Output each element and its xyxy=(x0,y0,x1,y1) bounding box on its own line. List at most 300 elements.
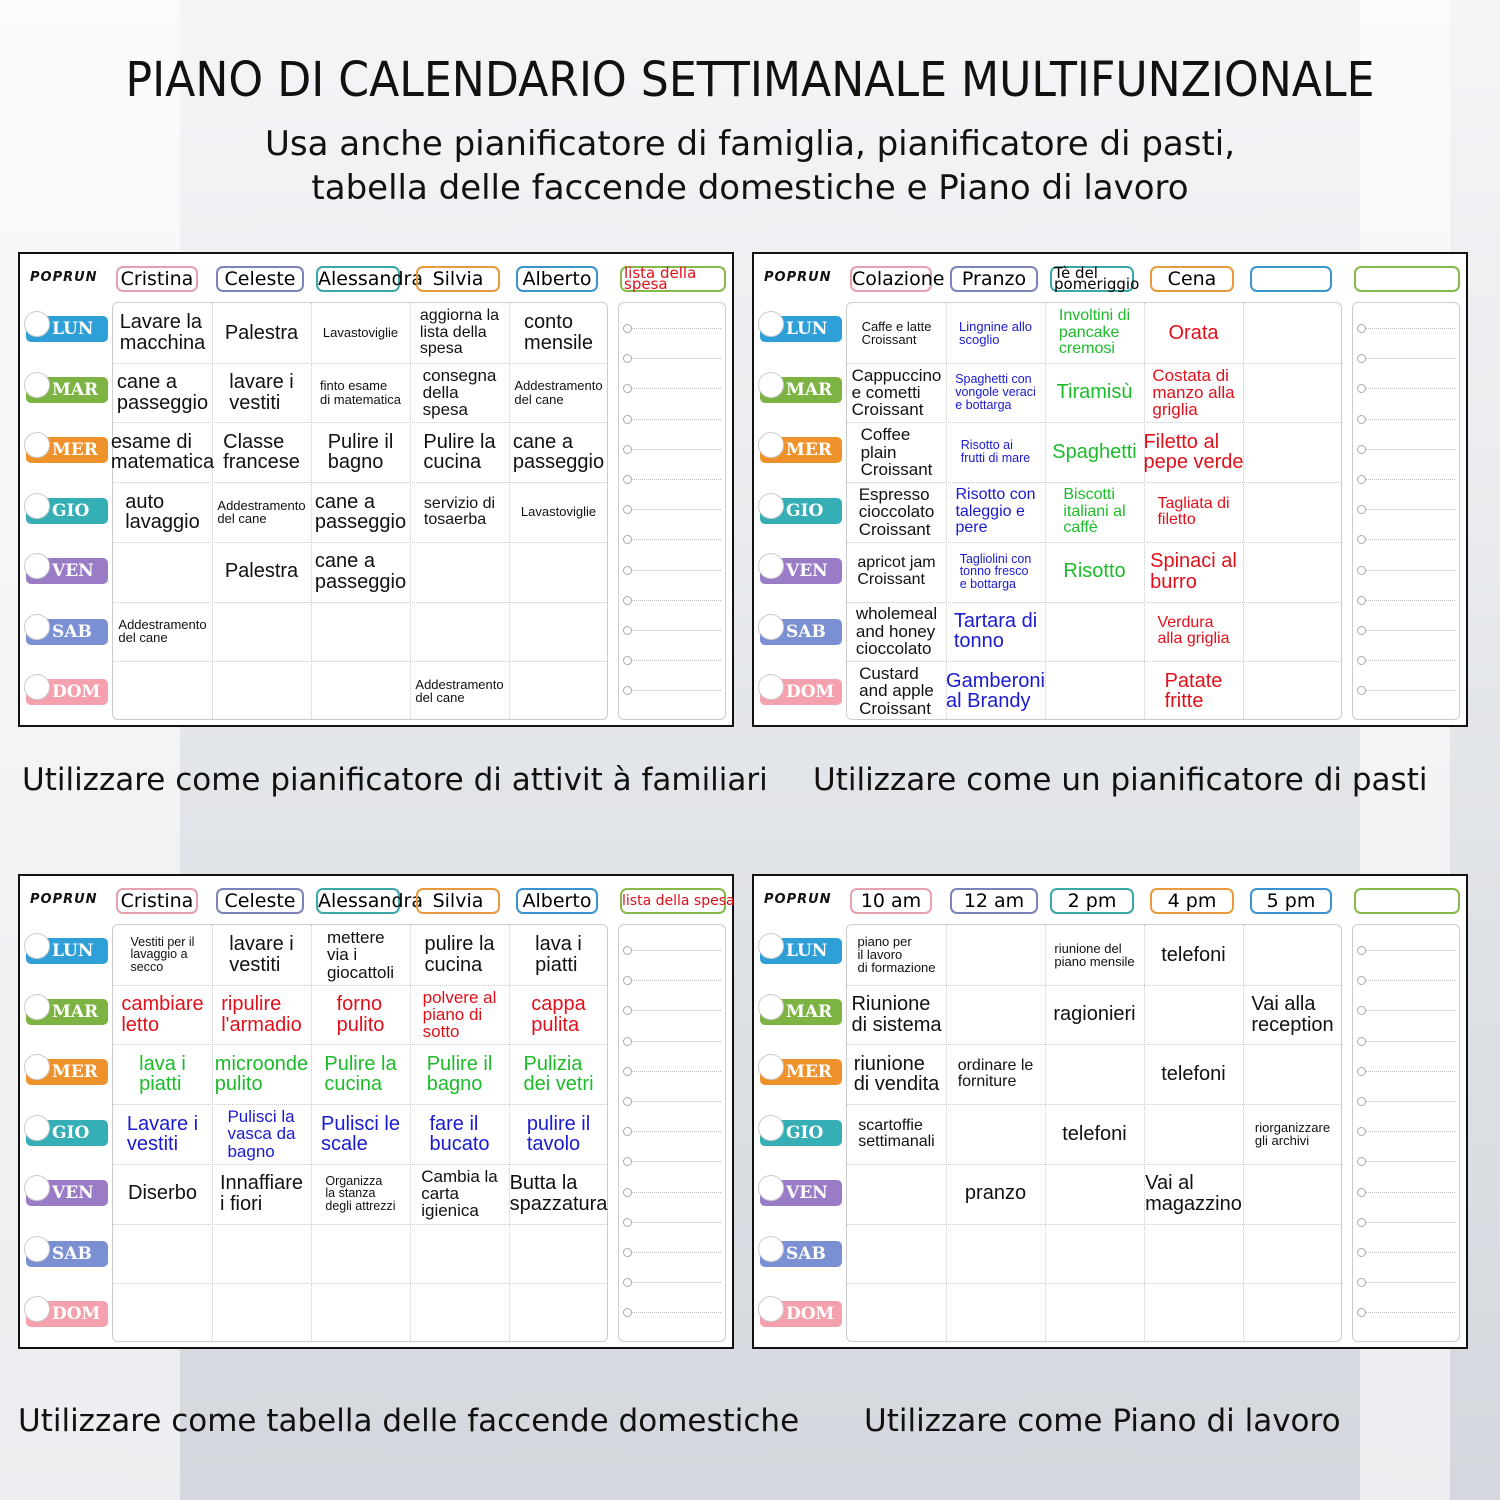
grid-row-divider xyxy=(113,1283,607,1284)
checkbox-circle-icon[interactable] xyxy=(623,1067,632,1076)
note-line[interactable] xyxy=(1357,328,1455,329)
day-knob-icon xyxy=(24,1236,50,1262)
schedule-cell[interactable]: pranzo xyxy=(964,1182,1027,1205)
checkbox-circle-icon[interactable] xyxy=(1357,596,1366,605)
day-label-ven xyxy=(26,558,108,584)
checkbox-circle-icon[interactable] xyxy=(1357,535,1366,544)
day-knob-icon xyxy=(24,493,50,519)
grid-col-divider xyxy=(1144,925,1145,1341)
checkbox-circle-icon[interactable] xyxy=(1357,1067,1366,1076)
schedule-cell[interactable]: Risotto con taleggio e pere xyxy=(955,486,1036,537)
note-line[interactable] xyxy=(1357,660,1455,661)
column-header[interactable]: 12 am xyxy=(950,888,1038,914)
schedule-cell[interactable]: Addestramento del cane xyxy=(217,497,306,526)
schedule-cell[interactable]: cane a passeggio xyxy=(512,430,605,474)
schedule-cell[interactable]: ripulire l'armadio xyxy=(221,993,302,1036)
day-text: GIO xyxy=(52,500,90,521)
checkbox-circle-icon[interactable] xyxy=(1357,1157,1366,1166)
schedule-cell[interactable]: finto esame di matematica xyxy=(320,378,401,407)
note-line[interactable] xyxy=(1357,950,1455,951)
schedule-cell[interactable]: Diserbo xyxy=(128,1182,197,1205)
column-header[interactable]: lista della spesa xyxy=(620,266,726,292)
note-line[interactable] xyxy=(623,1222,721,1223)
schedule-cell[interactable]: Risotto ai frutti di mare xyxy=(960,438,1031,466)
checkbox-circle-icon[interactable] xyxy=(1357,1097,1366,1106)
schedule-grid xyxy=(112,302,608,720)
day-knob-icon xyxy=(758,372,784,398)
schedule-cell[interactable]: Involtini di pancake cremosi xyxy=(1058,307,1131,357)
note-line[interactable] xyxy=(623,388,721,389)
day-knob-icon xyxy=(24,933,50,959)
checkbox-circle-icon[interactable] xyxy=(1357,415,1366,424)
day-knob-icon xyxy=(758,553,784,579)
brand-logo: POPRUN xyxy=(30,892,98,907)
column-header[interactable]: 10 am xyxy=(850,888,932,914)
schedule-cell[interactable]: Risotto xyxy=(1063,560,1126,583)
column-header[interactable]: Tè del pomeriggio xyxy=(1050,266,1134,292)
note-line[interactable] xyxy=(1357,1131,1455,1132)
checkbox-circle-icon[interactable] xyxy=(623,535,632,544)
day-text: GIO xyxy=(786,1122,824,1143)
day-text: VEN xyxy=(52,1183,94,1203)
day-text: MER xyxy=(52,440,98,460)
day-text: VEN xyxy=(786,561,828,581)
day-knob-icon xyxy=(758,1115,784,1141)
panel-caption: Utilizzare come Piano di lavoro xyxy=(864,1403,1341,1439)
schedule-cell[interactable]: Pulizia dei vetri xyxy=(523,1052,594,1096)
schedule-cell[interactable]: Espresso cioccolato Croissant xyxy=(858,484,935,539)
day-label-mar xyxy=(760,377,842,403)
column-header[interactable]: 5 pm xyxy=(1250,888,1332,914)
day-knob-icon xyxy=(758,493,784,519)
checkbox-circle-icon[interactable] xyxy=(623,445,632,454)
day-knob-icon xyxy=(758,1296,784,1322)
panel-caption: Utilizzare come pianificatore di attivit à familiari xyxy=(22,762,768,798)
note-line[interactable] xyxy=(1357,1071,1455,1072)
subtitle-line-2: tabella delle faccende domestiche e Piano di lavoro xyxy=(311,168,1189,208)
schedule-cell[interactable]: telefoni xyxy=(1161,1063,1226,1086)
checkbox-circle-icon[interactable] xyxy=(623,946,632,955)
day-text: GIO xyxy=(786,500,824,521)
schedule-cell[interactable]: auto lavaggio xyxy=(125,490,200,533)
checkbox-circle-icon[interactable] xyxy=(1357,1278,1366,1287)
schedule-cell[interactable]: servizio di tosaerba xyxy=(423,494,496,528)
day-label-ven xyxy=(760,558,842,584)
note-line[interactable] xyxy=(623,950,721,951)
schedule-cell[interactable]: forno pulito xyxy=(336,993,385,1036)
schedule-cell[interactable]: pulire la cucina xyxy=(424,933,495,976)
schedule-cell[interactable]: Coffee plain Croissant xyxy=(860,425,933,479)
note-line[interactable] xyxy=(623,1101,721,1102)
schedule-cell[interactable]: Pulire la cucina xyxy=(423,430,496,474)
schedule-cell[interactable]: Addestramento del cane xyxy=(415,676,504,706)
note-line[interactable] xyxy=(1357,630,1455,631)
note-line[interactable] xyxy=(623,358,721,359)
checkbox-circle-icon[interactable] xyxy=(623,596,632,605)
note-line[interactable] xyxy=(1357,539,1455,540)
note-line[interactable] xyxy=(623,1071,721,1072)
day-knob-icon xyxy=(758,1236,784,1262)
schedule-cell[interactable]: cane a passeggio xyxy=(314,550,407,593)
schedule-cell[interactable]: Classe francese xyxy=(223,430,300,474)
schedule-cell[interactable]: consegna della spesa xyxy=(422,365,497,420)
day-knob-icon xyxy=(24,994,50,1020)
checkbox-circle-icon[interactable] xyxy=(623,566,632,575)
day-text: DOM xyxy=(786,682,835,702)
note-line[interactable] xyxy=(1357,388,1455,389)
checkbox-circle-icon[interactable] xyxy=(1357,946,1366,955)
column-header[interactable]: Celeste xyxy=(216,266,304,292)
schedule-grid xyxy=(846,924,1342,1342)
note-line[interactable] xyxy=(623,1282,721,1283)
note-line[interactable] xyxy=(623,600,721,601)
schedule-cell[interactable]: Pulire il bagno xyxy=(426,1052,493,1096)
schedule-cell[interactable]: Lingnine allo scoglio xyxy=(958,318,1032,347)
note-line[interactable] xyxy=(623,1010,721,1011)
day-label-gio xyxy=(760,498,842,524)
checkbox-circle-icon[interactable] xyxy=(623,976,632,985)
note-line[interactable] xyxy=(1357,1252,1455,1253)
planner-panel xyxy=(18,874,734,1349)
schedule-cell[interactable]: telefoni xyxy=(1161,943,1226,966)
brand-logo: POPRUN xyxy=(30,270,98,285)
checkbox-circle-icon[interactable] xyxy=(1357,1037,1366,1046)
column-header[interactable]: Silvia xyxy=(416,888,500,914)
column-header[interactable]: Cena xyxy=(1150,266,1234,292)
note-line[interactable] xyxy=(1357,600,1455,601)
grid-row-divider xyxy=(847,1283,1341,1284)
schedule-cell[interactable]: Pulire la cucina xyxy=(324,1052,397,1096)
checkbox-circle-icon[interactable] xyxy=(623,1278,632,1287)
day-knob-icon xyxy=(24,1115,50,1141)
schedule-cell[interactable]: Lavare la macchina xyxy=(119,311,206,354)
note-line[interactable] xyxy=(623,660,721,661)
schedule-cell[interactable]: Tiramisù xyxy=(1056,381,1133,404)
schedule-cell[interactable]: Palestra xyxy=(224,560,299,583)
schedule-cell[interactable]: fare il bucato xyxy=(429,1112,490,1155)
day-label-mar xyxy=(26,999,108,1025)
day-label-mar xyxy=(760,999,842,1025)
schedule-cell[interactable]: microonde pulito xyxy=(214,1052,309,1096)
column-header[interactable]: lista della spesa xyxy=(620,888,726,914)
schedule-cell[interactable]: Cambia la carta igienica xyxy=(421,1166,498,1221)
schedule-cell[interactable]: mettere via i giocattoli xyxy=(326,927,395,982)
day-text: LUN xyxy=(786,941,828,961)
checkbox-circle-icon[interactable] xyxy=(1357,445,1366,454)
day-knob-icon xyxy=(24,553,50,579)
day-text: MAR xyxy=(52,1001,99,1022)
schedule-cell[interactable]: Cappuccino e cometti Croissant xyxy=(851,365,942,420)
column-header[interactable]: Alberto xyxy=(516,888,598,914)
checkbox-circle-icon[interactable] xyxy=(623,354,632,363)
day-text: MER xyxy=(786,1062,832,1082)
note-line[interactable] xyxy=(623,539,721,540)
day-label-gio xyxy=(26,498,108,524)
note-line[interactable] xyxy=(623,1041,721,1042)
day-label-dom xyxy=(760,679,842,705)
schedule-grid xyxy=(112,924,608,1342)
schedule-cell[interactable]: Filetto al pepe verde xyxy=(1143,430,1244,474)
grid-row-divider xyxy=(113,1224,607,1225)
schedule-cell[interactable]: Tagliolini con tonno fresco e bottarga xyxy=(959,551,1032,592)
note-line[interactable] xyxy=(1357,570,1455,571)
schedule-cell[interactable]: ordinare le forniture xyxy=(957,1056,1034,1091)
day-text: LUN xyxy=(52,319,94,339)
schedule-cell[interactable]: Patate fritte xyxy=(1164,669,1223,713)
checkbox-circle-icon[interactable] xyxy=(1357,475,1366,484)
checkbox-circle-icon[interactable] xyxy=(1357,354,1366,363)
notes-column xyxy=(1352,302,1460,720)
note-line[interactable] xyxy=(623,690,721,691)
checkbox-circle-icon[interactable] xyxy=(1357,656,1366,665)
note-line[interactable] xyxy=(623,1131,721,1132)
note-line[interactable] xyxy=(623,419,721,420)
column-header[interactable]: Alberto xyxy=(516,266,598,292)
note-line[interactable] xyxy=(1357,419,1455,420)
schedule-cell[interactable]: Verdura alla griglia xyxy=(1157,614,1230,648)
checkbox-circle-icon[interactable] xyxy=(623,1127,632,1136)
schedule-cell[interactable]: polvere al piano di sotto xyxy=(422,987,497,1042)
column-header[interactable]: Alessandra xyxy=(318,890,423,912)
note-line[interactable] xyxy=(1357,1161,1455,1162)
schedule-cell[interactable]: cappa pulita xyxy=(531,993,586,1036)
checkbox-circle-icon[interactable] xyxy=(623,475,632,484)
checkbox-circle-icon[interactable] xyxy=(623,505,632,514)
schedule-cell[interactable]: piano per il lavoro di formazione xyxy=(857,933,936,976)
day-knob-icon xyxy=(758,614,784,640)
schedule-cell[interactable]: pulire il tavolo xyxy=(526,1112,591,1155)
schedule-cell[interactable]: Orata xyxy=(1168,321,1219,344)
column-header[interactable]: Alessandra xyxy=(318,268,423,290)
checkbox-circle-icon[interactable] xyxy=(623,384,632,393)
note-line[interactable] xyxy=(1357,509,1455,510)
note-line[interactable] xyxy=(1357,1041,1455,1042)
schedule-cell[interactable]: Lavastoviglie xyxy=(520,504,597,520)
note-line[interactable] xyxy=(623,479,721,480)
checkbox-circle-icon[interactable] xyxy=(1357,686,1366,695)
checkbox-circle-icon[interactable] xyxy=(623,1097,632,1106)
schedule-cell[interactable]: riunione del piano mensile xyxy=(1054,940,1135,969)
schedule-cell[interactable]: Spinaci al burro xyxy=(1150,550,1237,593)
note-line[interactable] xyxy=(623,1161,721,1162)
schedule-cell[interactable]: telefoni xyxy=(1062,1122,1127,1145)
schedule-cell[interactable]: conto mensile xyxy=(524,311,593,354)
day-text: GIO xyxy=(52,1122,90,1143)
day-label-mer xyxy=(760,1059,842,1085)
checkbox-circle-icon[interactable] xyxy=(623,656,632,665)
day-text: MAR xyxy=(52,379,99,400)
column-header[interactable]: Celeste xyxy=(216,888,304,914)
column-header[interactable]: 2 pm xyxy=(1050,888,1134,914)
note-line[interactable] xyxy=(1357,358,1455,359)
column-header[interactable] xyxy=(1250,266,1332,292)
day-text: LUN xyxy=(52,941,94,961)
schedule-cell[interactable]: Spaghetti con vongole veraci e bottarga xyxy=(955,372,1036,412)
day-text: SAB xyxy=(786,1243,826,1264)
schedule-cell[interactable]: Gamberoni al Brandy xyxy=(946,669,1045,713)
schedule-cell[interactable]: Tagliata di filetto xyxy=(1157,494,1230,528)
schedule-cell[interactable]: Pulisci le scale xyxy=(321,1112,400,1155)
day-label-sab xyxy=(26,1241,108,1267)
day-label-mer xyxy=(26,1059,108,1085)
checkbox-circle-icon[interactable] xyxy=(1357,1308,1366,1317)
note-line[interactable] xyxy=(623,328,721,329)
column-header[interactable]: Colazione xyxy=(852,268,945,290)
day-label-sab xyxy=(26,619,108,645)
day-text: MAR xyxy=(786,379,833,400)
schedule-cell[interactable]: Caffe e latte Croissant xyxy=(861,318,932,347)
subtitle-line-1: Usa anche pianificatore di famiglia, pianificatore di pasti, xyxy=(264,124,1236,164)
day-label-ven xyxy=(760,1180,842,1206)
day-label-lun xyxy=(760,938,842,964)
day-text: VEN xyxy=(786,1183,828,1203)
planner-panel xyxy=(752,874,1468,1349)
day-text: SAB xyxy=(52,1243,92,1264)
checkbox-circle-icon[interactable] xyxy=(1357,1127,1366,1136)
schedule-cell[interactable]: Vai al magazzino xyxy=(1145,1172,1242,1215)
note-line[interactable] xyxy=(623,1252,721,1253)
day-knob-icon xyxy=(24,1175,50,1201)
schedule-cell[interactable]: Riunione di sistema xyxy=(851,993,942,1036)
note-line[interactable] xyxy=(1357,690,1455,691)
note-line[interactable] xyxy=(1357,1222,1455,1223)
schedule-cell[interactable]: Pulisci la vasca da bagno xyxy=(227,1106,296,1161)
schedule-cell[interactable]: lavare i vestiti xyxy=(229,933,294,976)
day-knob-icon xyxy=(758,674,784,700)
day-label-gio xyxy=(760,1120,842,1146)
checkbox-circle-icon[interactable] xyxy=(1357,505,1366,514)
checkbox-circle-icon[interactable] xyxy=(623,1218,632,1227)
note-line[interactable] xyxy=(1357,449,1455,450)
note-line[interactable] xyxy=(623,1312,721,1313)
schedule-cell[interactable]: Lavastoviglie xyxy=(322,325,399,341)
checkbox-circle-icon[interactable] xyxy=(623,626,632,635)
column-header[interactable] xyxy=(1354,888,1460,914)
notes-column xyxy=(1352,924,1460,1342)
day-label-mar xyxy=(26,377,108,403)
day-text: MER xyxy=(786,440,832,460)
checkbox-circle-icon[interactable] xyxy=(1357,626,1366,635)
schedule-cell[interactable]: Palestra xyxy=(224,321,299,344)
brand-logo: POPRUN xyxy=(764,892,832,907)
note-line[interactable] xyxy=(1357,479,1455,480)
day-knob-icon xyxy=(758,311,784,337)
checkbox-circle-icon[interactable] xyxy=(623,1308,632,1317)
checkbox-circle-icon[interactable] xyxy=(623,1006,632,1015)
schedule-cell[interactable]: riunione di vendita xyxy=(853,1052,940,1096)
column-header[interactable]: Cristina xyxy=(116,266,198,292)
schedule-cell[interactable]: esame di matematica xyxy=(110,430,215,474)
schedule-cell[interactable]: Vai alla reception xyxy=(1251,993,1334,1036)
column-header[interactable] xyxy=(1354,266,1460,292)
checkbox-circle-icon[interactable] xyxy=(623,1037,632,1046)
schedule-cell[interactable]: lava i piatti xyxy=(139,1052,186,1096)
schedule-cell[interactable]: Addestramento del cane xyxy=(514,378,603,407)
schedule-grid xyxy=(846,302,1342,720)
column-header[interactable]: Cristina xyxy=(116,888,198,914)
note-line[interactable] xyxy=(623,630,721,631)
checkbox-circle-icon[interactable] xyxy=(623,1157,632,1166)
day-label-dom xyxy=(760,1301,842,1327)
note-line[interactable] xyxy=(1357,1101,1455,1102)
checkbox-circle-icon[interactable] xyxy=(623,324,632,333)
schedule-cell[interactable]: lava i piatti xyxy=(535,933,582,976)
day-text: MER xyxy=(52,1062,98,1082)
checkbox-circle-icon[interactable] xyxy=(1357,1248,1366,1257)
schedule-cell[interactable]: scartoffie settimanali xyxy=(858,1116,935,1150)
note-line[interactable] xyxy=(623,449,721,450)
schedule-cell[interactable]: Butta la spazzatura xyxy=(509,1172,608,1215)
schedule-cell[interactable]: Costata di manzo alla griglia xyxy=(1152,365,1235,420)
schedule-cell[interactable]: apricot jam Croissant xyxy=(857,554,936,588)
schedule-cell[interactable]: Biscotti italiani al caffè xyxy=(1063,486,1126,537)
note-line[interactable] xyxy=(1357,1010,1455,1011)
notes-column xyxy=(618,302,726,720)
checkbox-circle-icon[interactable] xyxy=(1357,324,1366,333)
schedule-cell[interactable]: cane a passeggio xyxy=(314,490,407,533)
schedule-cell[interactable]: Organizza la stanza degli attrezzi xyxy=(325,1173,396,1214)
note-line[interactable] xyxy=(623,509,721,510)
note-line[interactable] xyxy=(623,570,721,571)
schedule-cell[interactable]: Pulire il bagno xyxy=(327,430,394,474)
checkbox-circle-icon[interactable] xyxy=(1357,384,1366,393)
schedule-cell[interactable]: Spaghetti xyxy=(1052,441,1137,464)
schedule-cell[interactable]: riorganizzare gli archivi xyxy=(1254,1119,1331,1148)
schedule-cell[interactable]: cane a passeggio xyxy=(116,371,209,414)
grid-col-divider xyxy=(946,925,947,1341)
column-header[interactable]: Silvia xyxy=(416,266,500,292)
checkbox-circle-icon[interactable] xyxy=(1357,566,1366,575)
schedule-cell[interactable]: Innaffiare i fiori xyxy=(219,1172,304,1215)
day-text: VEN xyxy=(52,561,94,581)
schedule-cell[interactable]: lavare i vestiti xyxy=(229,371,294,414)
column-header[interactable]: 4 pm xyxy=(1150,888,1234,914)
checkbox-circle-icon[interactable] xyxy=(623,415,632,424)
schedule-cell[interactable]: Vestiti per il lavaggio a secco xyxy=(130,934,195,975)
note-line[interactable] xyxy=(1357,980,1455,981)
panel-caption: Utilizzare come un pianificatore di pasti xyxy=(813,762,1428,798)
checkbox-circle-icon[interactable] xyxy=(1357,1006,1366,1015)
schedule-cell[interactable]: Tartara di tonno xyxy=(953,609,1038,653)
schedule-cell[interactable]: Custard and apple Croissant xyxy=(859,664,934,718)
schedule-cell[interactable]: ragionieri xyxy=(1053,1003,1136,1026)
schedule-cell[interactable]: wholemeal and honey cioccolato xyxy=(855,604,938,658)
note-line[interactable] xyxy=(1357,1282,1455,1283)
note-line[interactable] xyxy=(623,980,721,981)
day-knob-icon xyxy=(758,432,784,458)
panel-caption: Utilizzare come tabella delle faccende domestiche xyxy=(18,1403,800,1439)
checkbox-circle-icon[interactable] xyxy=(1357,976,1366,985)
note-line[interactable] xyxy=(623,1192,721,1193)
note-line[interactable] xyxy=(1357,1312,1455,1313)
planner-panel xyxy=(18,252,734,727)
day-text: DOM xyxy=(786,1304,835,1324)
schedule-cell[interactable]: aggiorna la lista della spesa xyxy=(419,307,500,357)
schedule-cell[interactable]: Addestramento del cane xyxy=(118,617,207,646)
checkbox-circle-icon[interactable] xyxy=(623,1248,632,1257)
grid-row-divider xyxy=(847,1164,1341,1165)
checkbox-circle-icon[interactable] xyxy=(1357,1188,1366,1197)
checkbox-circle-icon[interactable] xyxy=(623,686,632,695)
page-title: PIANO DI CALENDARIO SETTIMANALE MULTIFUNZIONALE xyxy=(125,52,1375,108)
checkbox-circle-icon[interactable] xyxy=(623,1188,632,1197)
note-line[interactable] xyxy=(1357,1192,1455,1193)
checkbox-circle-icon[interactable] xyxy=(1357,1218,1366,1227)
column-header[interactable]: Pranzo xyxy=(950,266,1038,292)
schedule-cell[interactable]: cambiare letto xyxy=(121,993,204,1036)
schedule-cell[interactable]: Lavare i vestiti xyxy=(126,1112,199,1155)
day-knob-icon xyxy=(758,1175,784,1201)
